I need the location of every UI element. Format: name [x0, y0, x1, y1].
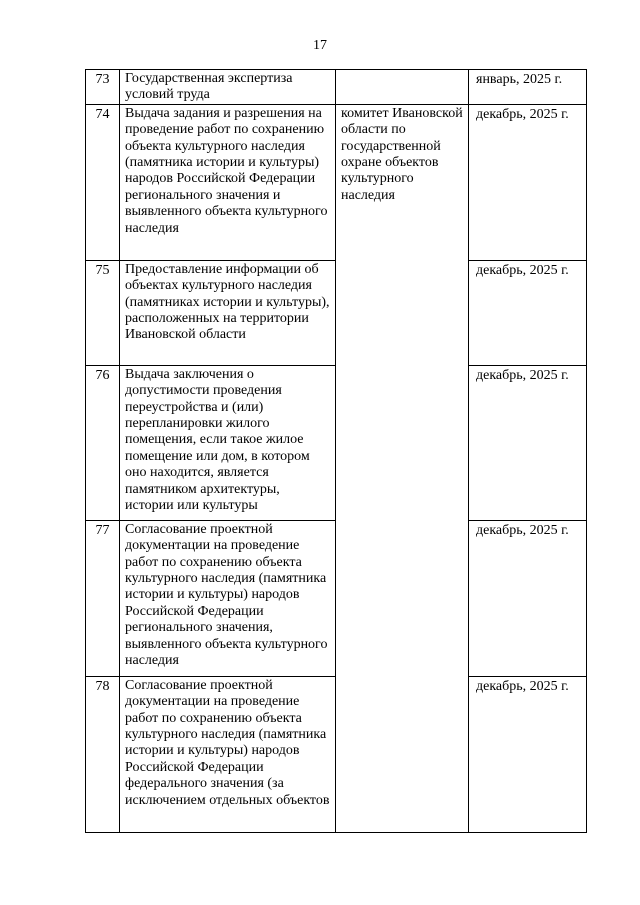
service-name: Согласование проектной документации на проведение работ по сохранению объекта культурного наследия (памятника истории и культуры) народов Российской Федерации регионального значения, выявленного объекта культурного наследия [120, 520, 336, 676]
row-number: 74 [86, 104, 120, 260]
page-number: 17 [313, 38, 327, 53]
services-table [85, 69, 587, 833]
deadline: декабрь, 2025 г. [469, 260, 587, 365]
deadline: декабрь, 2025 г. [469, 104, 587, 260]
row-number: 76 [86, 365, 120, 520]
row-number: 75 [86, 260, 120, 365]
row-number: 73 [86, 70, 120, 105]
deadline: декабрь, 2025 г. [469, 365, 587, 520]
responsible-department-empty [336, 70, 469, 105]
table-row [86, 104, 587, 260]
service-name: Согласование проектной документации на проведение работ по сохранению объекта культурного наследия (памятника истории и культуры) народов Российской Федерации федерального значения (за исключением отдельных объектов [120, 676, 336, 832]
service-name: Выдача заключения о допустимости проведения переустройства и (или) перепланировки жилого помещения, если такое жилое помещение или дом, в котором оно находится, является памятником архитектуры, истории или культуры [120, 365, 336, 520]
deadline: декабрь, 2025 г. [469, 676, 587, 832]
row-number: 77 [86, 520, 120, 676]
deadline: январь, 2025 г. [469, 70, 587, 105]
responsible-department: комитет Ивановской области по государственной охране объектов культурного наследия [336, 104, 469, 832]
row-number: 78 [86, 676, 120, 832]
service-name: Предоставление информации об объектах культурного наследия (памятниках истории и культуры), расположенных на территории Ивановской области [120, 260, 336, 365]
deadline: декабрь, 2025 г. [469, 520, 587, 676]
service-name: Государственная экспертиза условий труда [120, 70, 336, 105]
table-row [86, 70, 587, 105]
service-name: Выдача задания и разрешения на проведение работ по сохранению объекта культурного наследия (памятника истории и культуры) народов Российской Федерации регионального значения и выявленного объекта культурного наследия [120, 104, 336, 260]
